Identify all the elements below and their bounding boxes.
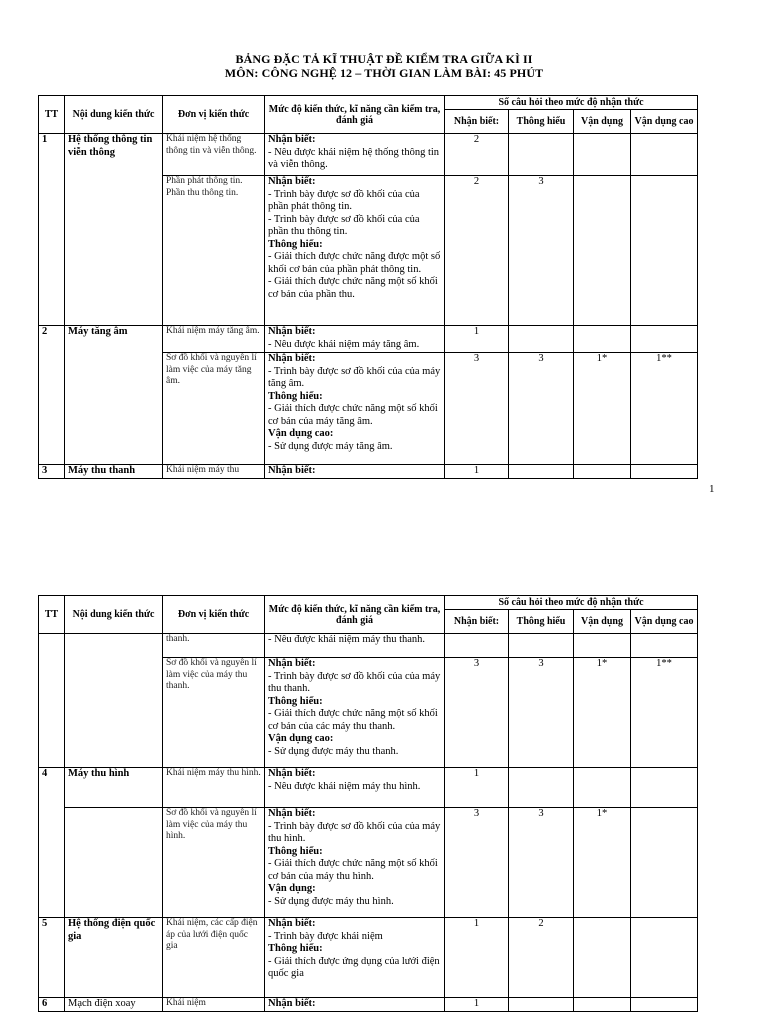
requirement-cell: [265, 808, 445, 918]
requirement-text: - Giải thích được chức năng một số khối cơ bản của các máy thu thanh.: [268, 708, 438, 732]
count-vdc: [631, 176, 698, 326]
level-label: Nhận biết:: [268, 998, 316, 1009]
row-number: 2: [39, 326, 65, 465]
table-row: [39, 465, 698, 479]
count-th: 2: [509, 918, 574, 998]
requirement-cell: [265, 353, 445, 465]
unit-cell: Khái niệm máy thu: [163, 465, 265, 479]
page-number: 1: [709, 483, 715, 495]
level-label: Nhận biết:: [268, 326, 316, 337]
requirement-text: - Nêu được khái niệm hệ thống thông tin và viễn thông.: [268, 146, 440, 170]
document-title: BẢNG ĐẶC TẢ KĨ THUẬT ĐỀ KIỂM TRA GIỮA KÌ II: [235, 52, 533, 66]
count-vd: [574, 134, 631, 176]
header-th: Thông hiểu: [509, 610, 574, 634]
count-th: [509, 134, 574, 176]
requirement-text: - Trình bày được sơ đồ khối của của máy tăng âm.: [268, 365, 441, 389]
level-label: Vận dụng cao:: [268, 428, 334, 439]
count-nb: 3: [445, 658, 509, 768]
requirement-text: - Nêu được khái niệm máy thu hình.: [268, 780, 421, 792]
requirement-text: - Giải thích được ứng dụng của lưới điện quốc gia: [268, 955, 440, 979]
row-number: 1: [39, 134, 65, 326]
count-th: 3: [509, 808, 574, 918]
table-row: [39, 808, 698, 918]
level-label: Thông hiểu:: [268, 238, 323, 250]
header-level: Mức độ kiến thức, kĩ năng cần kiểm tra, đánh giá: [265, 96, 445, 134]
row-number: 6: [39, 998, 65, 1012]
count-th: [509, 465, 574, 479]
unit-cell: Sơ đồ khối và nguyên lí làm việc của máy thu thanh.: [163, 658, 265, 768]
header-tt: TT: [39, 96, 65, 134]
header-th: Thông hiểu: [509, 110, 574, 134]
header-count-group: Số câu hỏi theo mức độ nhận thức: [445, 596, 698, 610]
unit-cell: Sơ đồ khối và nguyên lí làm việc của máy tăng âm.: [163, 353, 265, 465]
header-vdc: Vận dụng cao: [631, 610, 698, 634]
unit-cell: Phần phát thông tin. Phần thu thông tin.: [163, 176, 265, 326]
requirement-cell: [265, 465, 445, 479]
requirement-text: - Sử dụng được máy tăng âm.: [268, 440, 393, 452]
level-label: Thông hiểu:: [268, 845, 323, 857]
level-label: Nhận biết:: [268, 658, 316, 669]
count-vdc: 1**: [631, 353, 698, 465]
count-nb: 3: [445, 353, 509, 465]
topic-cell: Máy thu thanh: [65, 465, 163, 479]
row-number: [39, 634, 65, 768]
header-content: Nội dung kiến thức: [65, 596, 163, 634]
requirement-text: - Nêu được khái niệm máy tăng âm.: [268, 338, 420, 350]
level-label: Nhận biết:: [268, 465, 316, 476]
header-level: Mức độ kiến thức, kĩ năng cần kiểm tra, đánh giá: [265, 596, 445, 634]
count-nb: 1: [445, 465, 509, 479]
count-vdc: [631, 634, 698, 658]
count-vdc: [631, 768, 698, 808]
count-th: [509, 326, 574, 353]
count-th: [509, 768, 574, 808]
header-count-group: Số câu hỏi theo mức độ nhận thức: [445, 96, 698, 110]
count-vd: [574, 465, 631, 479]
table-row: [39, 918, 698, 998]
requirement-cell: [265, 326, 445, 353]
count-th: [509, 634, 574, 658]
level-label: Nhận biết:: [268, 134, 316, 145]
count-nb: 1: [445, 326, 509, 353]
requirement-cell: [265, 998, 445, 1012]
requirement-text: - Giải thích được chức năng một số khối cơ bản của máy tăng âm.: [268, 403, 438, 427]
count-vdc: [631, 918, 698, 998]
requirement-text: - Sử dụng được máy thu thanh.: [268, 745, 399, 757]
level-label: Vận dụng cao:: [268, 733, 334, 744]
unit-cell: Sơ đồ khối và nguyên lí làm việc của máy thu hình.: [163, 808, 265, 918]
table-row: [39, 634, 698, 658]
count-vd: [574, 998, 631, 1012]
count-nb: 1: [445, 918, 509, 998]
count-nb: 1: [445, 998, 509, 1012]
topic-cell: [65, 808, 163, 918]
spec-table-page-2: [38, 595, 698, 1012]
unit-cell: Khái niệm máy thu hình.: [163, 768, 265, 808]
row-number: 4: [39, 768, 65, 918]
count-vd: [574, 326, 631, 353]
count-vdc: [631, 808, 698, 918]
topic-cell: Hệ thống điện quốc gia: [65, 918, 163, 998]
requirement-cell: [265, 176, 445, 326]
count-vd: [574, 768, 631, 808]
row-number: 3: [39, 465, 65, 479]
header-vd: Vận dụng: [574, 610, 631, 634]
count-th: 3: [509, 658, 574, 768]
table-row: [39, 768, 698, 808]
count-vdc: [631, 998, 698, 1012]
table-row: [39, 998, 698, 1012]
unit-cell: Khái niệm, các cấp điện áp của lưới điện quốc gia: [163, 918, 265, 998]
topic-cell: [65, 634, 163, 768]
unit-cell: Khái niệm: [163, 998, 265, 1012]
document-subtitle: MÔN: CÔNG NGHỆ 12 – THỜI GIAN LÀM BÀI: 45 PHÚT: [224, 66, 544, 80]
header-vdc: Vận dụng cao: [631, 110, 698, 134]
count-th: 3: [509, 176, 574, 326]
level-label: Vận dụng:: [268, 883, 316, 894]
count-nb: [445, 634, 509, 658]
topic-cell: Máy thu hình: [65, 768, 163, 808]
level-label: Thông hiểu:: [268, 390, 323, 402]
requirement-text: - Giải thích được chức năng được một số khối cơ bản của phần phát thông tin.: [268, 251, 441, 275]
count-vd: [574, 918, 631, 998]
header-content: Nội dung kiến thức: [65, 96, 163, 134]
row-number: 5: [39, 918, 65, 998]
header-unit: Đơn vị kiến thức: [163, 96, 265, 134]
requirement-cell: [265, 634, 445, 658]
spec-table-page-1: [38, 95, 698, 479]
count-nb: 2: [445, 134, 509, 176]
count-nb: 3: [445, 808, 509, 918]
count-vd: 1*: [574, 658, 631, 768]
table-row: [39, 326, 698, 353]
requirement-cell: [265, 134, 445, 176]
count-vdc: [631, 465, 698, 479]
level-label: Nhận biết:: [268, 768, 316, 779]
unit-cell: thanh.: [163, 634, 265, 658]
header-vd: Vận dụng: [574, 110, 631, 134]
requirement-text: - Giải thích được chức năng một số khối cơ bản của máy thu hình.: [268, 858, 438, 882]
count-th: [509, 998, 574, 1012]
count-vd: 1*: [574, 353, 631, 465]
header-tt: TT: [39, 596, 65, 634]
requirement-cell: [265, 658, 445, 768]
requirement-text: - Trình bày được sơ đồ khối của của máy thu hình.: [268, 820, 441, 844]
level-label: Thông hiểu:: [268, 943, 323, 954]
level-label: Nhận biết:: [268, 353, 316, 364]
level-label: Thông hiểu:: [268, 695, 323, 707]
count-nb: 2: [445, 176, 509, 326]
count-vdc: [631, 326, 698, 353]
requirement-text: - Trình bày được sơ đồ khối của của máy thu thanh.: [268, 670, 441, 694]
topic-cell: Hệ thống thông tin viễn thông: [65, 134, 163, 326]
header-nb: Nhận biết:: [445, 610, 509, 634]
level-label: Nhận biết:: [268, 176, 316, 187]
level-label: Nhận biết:: [268, 808, 316, 819]
count-th: 3: [509, 353, 574, 465]
requirement-cell: [265, 918, 445, 998]
level-label: Nhận biết:: [268, 918, 316, 929]
requirement-text: - Sử dụng được máy thu hình.: [268, 895, 394, 907]
unit-cell: Khái niệm hệ thống thông tin và viễn thông.: [163, 134, 265, 176]
count-vd: 1*: [574, 808, 631, 918]
table-row: [39, 134, 698, 176]
unit-cell: Khái niệm máy tăng âm.: [163, 326, 265, 353]
topic-cell: Máy tăng âm: [65, 326, 163, 465]
count-vdc: [631, 134, 698, 176]
count-vd: [574, 176, 631, 326]
count-nb: 1: [445, 768, 509, 808]
header-nb: Nhận biết:: [445, 110, 509, 134]
header-unit: Đơn vị kiến thức: [163, 596, 265, 634]
requirement-text: - Nêu được khái niệm máy thu thanh.: [268, 634, 426, 645]
requirement-cell: [265, 768, 445, 808]
requirement-text: - Trình bày được khái niệm: [268, 930, 383, 942]
requirement-text: - Trình bày được sơ đồ khối của của phần thu thông tin.: [268, 213, 420, 237]
count-vd: [574, 634, 631, 658]
requirement-text: - Trình bày được sơ đồ khối của của phần phát thông tin.: [268, 188, 420, 212]
count-vdc: 1**: [631, 658, 698, 768]
requirement-text: - Giải thích được chức năng một số khối cơ bản của phần thu.: [268, 276, 438, 300]
topic-cell: Mạch điện xoay: [65, 998, 163, 1012]
